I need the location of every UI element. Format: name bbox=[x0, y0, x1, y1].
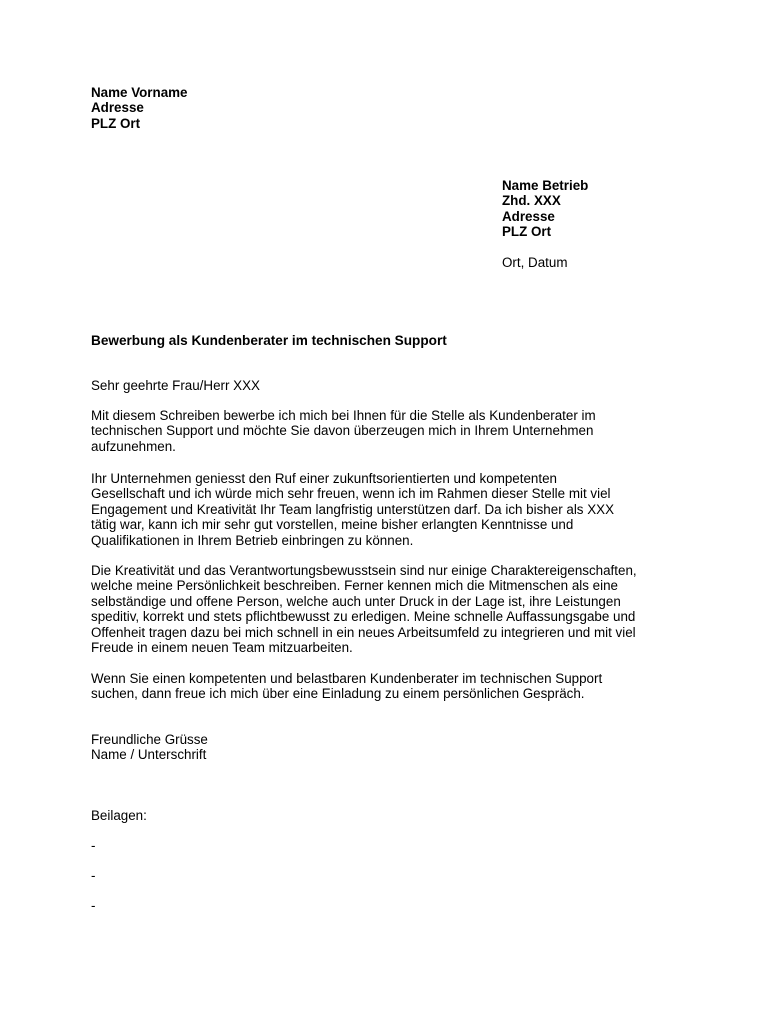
closing bbox=[91, 732, 208, 763]
sender-city: PLZ Ort bbox=[91, 115, 141, 131]
salutation: Sehr geehrte Frau/Herr XXX bbox=[91, 378, 260, 393]
paragraph-personality bbox=[91, 563, 637, 655]
paragraph-line: selbständige und offene Person, welche auch unter Druck in der Lage ist, ihre Leistungen bbox=[91, 593, 621, 609]
subject-line: Bewerbung als Kundenberater im technischen Support bbox=[91, 333, 447, 348]
paragraph-line: welche meine Persönlichkeit beschreiben. Ferner kennen mich die Mitmenschen als eine bbox=[91, 578, 618, 594]
paragraph-line: Offenheit tragen dazu bei mich schnell in ein neues Arbeitsumfeld zu integrieren und mit viel bbox=[91, 624, 636, 640]
sender-name: Name Vorname bbox=[91, 85, 188, 100]
attachment-item: - bbox=[91, 898, 96, 913]
recipient-company: Name Betrieb bbox=[502, 178, 589, 193]
paragraph-line: aufzunehmen. bbox=[91, 438, 176, 454]
paragraph-line: tätig war, kann ich mir sehr gut vorstellen, meine bisher erlangten Kenntnisse und bbox=[91, 517, 574, 533]
attachment-item: - bbox=[91, 838, 96, 853]
paragraph-line: Gesellschaft und ich würde mich sehr freuen, wenn ich im Rahmen dieser Stelle mit viel bbox=[91, 486, 611, 502]
paragraph-line: Die Kreativität und das Verantwortungsbewusstsein sind nur einige Charaktereigenschaften, bbox=[91, 563, 637, 578]
paragraph-line: Ihr Unternehmen geniesst den Ruf einer zukunftsorientierten und kompetenten bbox=[91, 471, 557, 486]
recipient-attention: Zhd. XXX bbox=[502, 193, 561, 209]
place-date: Ort, Datum bbox=[502, 255, 568, 270]
recipient-city: PLZ Ort bbox=[502, 224, 552, 240]
paragraph-intro bbox=[91, 408, 596, 454]
paragraph-line: Mit diesem Schreiben bewerbe ich mich bei Ihnen für die Stelle als Kundenberater im bbox=[91, 408, 596, 423]
sender-street: Adresse bbox=[91, 100, 144, 116]
paragraph-line: Wenn Sie einen kompetenten und belastbaren Kundenberater im technischen Support bbox=[91, 671, 603, 686]
closing-greeting: Freundliche Grüsse bbox=[91, 732, 208, 747]
recipient-address bbox=[502, 178, 588, 240]
recipient-street: Adresse bbox=[502, 208, 555, 224]
paragraph-line: suchen, dann freue ich mich über eine Einladung zu einem persönlichen Gespräch. bbox=[91, 686, 585, 702]
attachments-label: Beilagen: bbox=[91, 808, 147, 823]
paragraph-line: Engagement und Kreativität Ihr Team langfristig unterstützen darf. Da ich bisher als XXX bbox=[91, 501, 615, 517]
paragraph-line: technischen Support und möchte Sie davon überzeugen mich in Ihrem Unternehmen bbox=[91, 423, 594, 439]
paragraph-line: speditiv, korrekt und stets pflichtbewusst zu erledigen. Meine schnelle Auffassungsgabe und bbox=[91, 609, 636, 625]
signature-line: Name / Unterschrift bbox=[91, 747, 207, 763]
paragraph-line: Qualifikationen in Ihrem Betrieb einbringen zu können. bbox=[91, 532, 414, 548]
paragraph-line: Freude in einem neuen Team mitzuarbeiten. bbox=[91, 640, 353, 656]
sender-address bbox=[91, 85, 188, 131]
paragraph-company bbox=[91, 471, 614, 548]
attachment-item: - bbox=[91, 868, 96, 883]
paragraph-closing bbox=[91, 671, 602, 702]
